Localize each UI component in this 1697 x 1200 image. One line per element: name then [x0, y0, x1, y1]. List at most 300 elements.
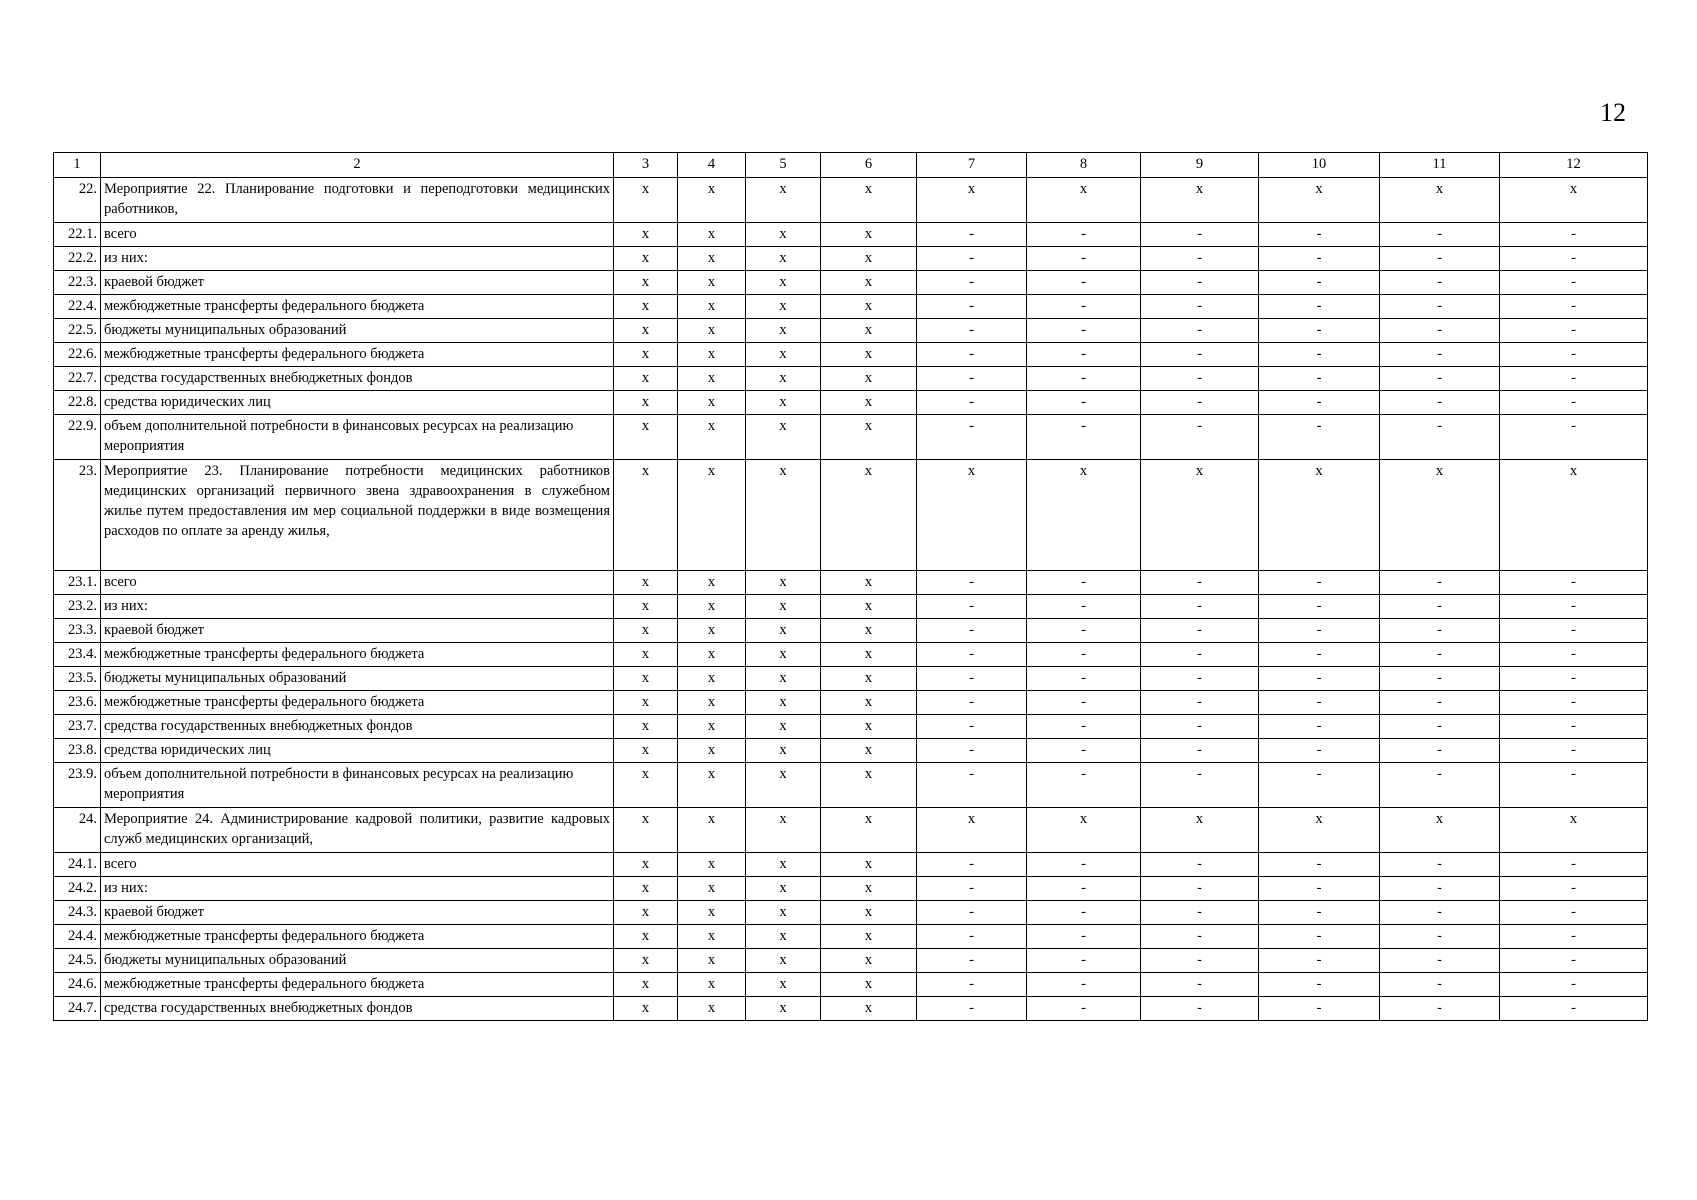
- value-cell: x: [1380, 460, 1500, 571]
- value-cell: -: [1027, 595, 1141, 619]
- value-cell: x: [746, 595, 821, 619]
- value-cell: x: [821, 619, 917, 643]
- row-number: 24.5.: [54, 949, 101, 973]
- value-cell: x: [1259, 460, 1380, 571]
- row-description: бюджеты муниципальных образований: [101, 319, 614, 343]
- value-cell: x: [746, 343, 821, 367]
- value-cell: x: [678, 715, 746, 739]
- value-cell: -: [1500, 643, 1648, 667]
- value-cell: -: [1141, 343, 1259, 367]
- value-cell: x: [746, 319, 821, 343]
- value-cell: x: [614, 343, 678, 367]
- value-cell: -: [917, 763, 1027, 808]
- value-cell: x: [678, 178, 746, 223]
- row-description: бюджеты муниципальных образований: [101, 949, 614, 973]
- value-cell: x: [821, 643, 917, 667]
- value-cell: -: [1380, 925, 1500, 949]
- table-row: [54, 691, 1648, 715]
- value-cell: x: [678, 595, 746, 619]
- value-cell: x: [614, 877, 678, 901]
- row-description: Мероприятие 22. Планирование подготовки и переподготовки медицинских работников,: [101, 178, 614, 223]
- value-cell: -: [1027, 925, 1141, 949]
- value-cell: -: [1259, 415, 1380, 460]
- value-cell: x: [678, 925, 746, 949]
- table-row: [54, 271, 1648, 295]
- row-number: 22.2.: [54, 247, 101, 271]
- value-cell: -: [1259, 667, 1380, 691]
- value-cell: -: [1141, 667, 1259, 691]
- value-cell: -: [1259, 223, 1380, 247]
- value-cell: x: [1141, 460, 1259, 571]
- value-cell: -: [1027, 319, 1141, 343]
- row-description: межбюджетные трансферты федерального бюджета: [101, 925, 614, 949]
- value-cell: -: [1027, 877, 1141, 901]
- value-cell: x: [678, 763, 746, 808]
- value-cell: x: [678, 973, 746, 997]
- value-cell: x: [614, 901, 678, 925]
- value-cell: x: [614, 415, 678, 460]
- row-number: 24.1.: [54, 853, 101, 877]
- value-cell: -: [1500, 691, 1648, 715]
- value-cell: -: [1380, 763, 1500, 808]
- value-cell: -: [1500, 949, 1648, 973]
- value-cell: -: [1141, 949, 1259, 973]
- value-cell: -: [1141, 973, 1259, 997]
- column-header: 11: [1380, 153, 1500, 178]
- column-header: 4: [678, 153, 746, 178]
- value-cell: -: [1259, 391, 1380, 415]
- value-cell: -: [1259, 571, 1380, 595]
- value-cell: -: [1259, 949, 1380, 973]
- value-cell: x: [821, 343, 917, 367]
- value-cell: x: [614, 925, 678, 949]
- table-row: [54, 808, 1648, 853]
- value-cell: -: [917, 925, 1027, 949]
- value-cell: -: [1141, 223, 1259, 247]
- table-row: [54, 295, 1648, 319]
- value-cell: x: [678, 619, 746, 643]
- value-cell: -: [1380, 619, 1500, 643]
- value-cell: -: [1380, 973, 1500, 997]
- column-header: 12: [1500, 153, 1648, 178]
- value-cell: x: [678, 460, 746, 571]
- row-number: 23.8.: [54, 739, 101, 763]
- value-cell: -: [1259, 595, 1380, 619]
- row-number: 23.1.: [54, 571, 101, 595]
- value-cell: x: [746, 619, 821, 643]
- row-description: бюджеты муниципальных образований: [101, 667, 614, 691]
- row-number: 23.2.: [54, 595, 101, 619]
- value-cell: -: [1380, 571, 1500, 595]
- value-cell: x: [746, 223, 821, 247]
- value-cell: -: [917, 739, 1027, 763]
- value-cell: -: [1141, 571, 1259, 595]
- value-cell: -: [1141, 763, 1259, 808]
- table-row: [54, 178, 1648, 223]
- value-cell: -: [917, 271, 1027, 295]
- value-cell: -: [1259, 691, 1380, 715]
- value-cell: x: [614, 619, 678, 643]
- value-cell: -: [1141, 853, 1259, 877]
- value-cell: -: [917, 973, 1027, 997]
- column-header: 5: [746, 153, 821, 178]
- value-cell: -: [1259, 343, 1380, 367]
- value-cell: -: [1259, 619, 1380, 643]
- row-number: 24.4.: [54, 925, 101, 949]
- row-number: 22.1.: [54, 223, 101, 247]
- value-cell: -: [917, 901, 1027, 925]
- value-cell: -: [1500, 667, 1648, 691]
- value-cell: x: [1027, 178, 1141, 223]
- value-cell: x: [614, 667, 678, 691]
- value-cell: -: [1500, 571, 1648, 595]
- value-cell: -: [1027, 343, 1141, 367]
- value-cell: -: [1259, 295, 1380, 319]
- value-cell: x: [614, 571, 678, 595]
- value-cell: -: [1500, 415, 1648, 460]
- value-cell: -: [1500, 223, 1648, 247]
- value-cell: -: [917, 715, 1027, 739]
- row-number: 22.7.: [54, 367, 101, 391]
- row-number: 24.6.: [54, 973, 101, 997]
- value-cell: -: [1500, 901, 1648, 925]
- row-description: межбюджетные трансферты федерального бюджета: [101, 643, 614, 667]
- value-cell: -: [917, 949, 1027, 973]
- row-number: 23.7.: [54, 715, 101, 739]
- value-cell: -: [917, 571, 1027, 595]
- value-cell: -: [1380, 997, 1500, 1021]
- value-cell: x: [821, 295, 917, 319]
- table-row: [54, 853, 1648, 877]
- value-cell: x: [678, 367, 746, 391]
- value-cell: -: [1380, 271, 1500, 295]
- value-cell: -: [1027, 667, 1141, 691]
- value-cell: -: [1500, 739, 1648, 763]
- value-cell: -: [1380, 415, 1500, 460]
- value-cell: -: [1500, 763, 1648, 808]
- value-cell: x: [746, 901, 821, 925]
- value-cell: x: [821, 763, 917, 808]
- value-cell: x: [678, 997, 746, 1021]
- value-cell: -: [1141, 715, 1259, 739]
- value-cell: x: [678, 415, 746, 460]
- value-cell: -: [1027, 415, 1141, 460]
- value-cell: x: [614, 391, 678, 415]
- value-cell: x: [614, 295, 678, 319]
- column-header: 10: [1259, 153, 1380, 178]
- value-cell: -: [1380, 391, 1500, 415]
- value-cell: x: [1027, 460, 1141, 571]
- value-cell: x: [746, 367, 821, 391]
- value-cell: -: [1027, 997, 1141, 1021]
- value-cell: x: [614, 643, 678, 667]
- value-cell: -: [1500, 595, 1648, 619]
- value-cell: x: [614, 178, 678, 223]
- value-cell: x: [746, 691, 821, 715]
- value-cell: x: [917, 808, 1027, 853]
- value-cell: -: [1027, 715, 1141, 739]
- value-cell: x: [821, 595, 917, 619]
- value-cell: -: [1380, 343, 1500, 367]
- value-cell: x: [821, 667, 917, 691]
- value-cell: x: [821, 367, 917, 391]
- row-number: 22.5.: [54, 319, 101, 343]
- value-cell: x: [614, 595, 678, 619]
- value-cell: x: [614, 367, 678, 391]
- column-header: 2: [101, 153, 614, 178]
- value-cell: -: [917, 223, 1027, 247]
- value-cell: -: [1259, 901, 1380, 925]
- column-header: 8: [1027, 153, 1141, 178]
- value-cell: x: [678, 571, 746, 595]
- table-row: [54, 925, 1648, 949]
- value-cell: -: [917, 367, 1027, 391]
- table-row: [54, 223, 1648, 247]
- column-header: 6: [821, 153, 917, 178]
- value-cell: -: [1259, 319, 1380, 343]
- row-description: всего: [101, 223, 614, 247]
- value-cell: -: [1027, 391, 1141, 415]
- value-cell: x: [746, 763, 821, 808]
- value-cell: -: [1500, 343, 1648, 367]
- value-cell: x: [746, 247, 821, 271]
- value-cell: x: [821, 391, 917, 415]
- value-cell: -: [1259, 853, 1380, 877]
- value-cell: -: [1500, 853, 1648, 877]
- value-cell: x: [678, 808, 746, 853]
- value-cell: x: [614, 739, 678, 763]
- value-cell: x: [1141, 808, 1259, 853]
- value-cell: -: [1027, 949, 1141, 973]
- value-cell: x: [821, 271, 917, 295]
- table-row: [54, 367, 1648, 391]
- value-cell: -: [1380, 691, 1500, 715]
- value-cell: -: [1380, 643, 1500, 667]
- row-number: 22.6.: [54, 343, 101, 367]
- value-cell: -: [1141, 643, 1259, 667]
- value-cell: x: [614, 949, 678, 973]
- table-row: [54, 343, 1648, 367]
- value-cell: x: [678, 739, 746, 763]
- table-row: [54, 949, 1648, 973]
- row-description: средства юридических лиц: [101, 739, 614, 763]
- value-cell: -: [1027, 691, 1141, 715]
- value-cell: -: [1141, 415, 1259, 460]
- value-cell: x: [678, 667, 746, 691]
- value-cell: x: [821, 949, 917, 973]
- value-cell: x: [917, 178, 1027, 223]
- value-cell: -: [1500, 973, 1648, 997]
- value-cell: x: [678, 391, 746, 415]
- value-cell: -: [1027, 271, 1141, 295]
- value-cell: -: [1027, 739, 1141, 763]
- value-cell: -: [1027, 973, 1141, 997]
- value-cell: x: [678, 949, 746, 973]
- value-cell: -: [1259, 271, 1380, 295]
- value-cell: x: [614, 973, 678, 997]
- table-header-row: [54, 153, 1648, 178]
- value-cell: x: [678, 295, 746, 319]
- value-cell: -: [1259, 973, 1380, 997]
- value-cell: -: [917, 595, 1027, 619]
- row-description: объем дополнительной потребности в финансовых ресурсах на реализацию мероприятия: [101, 763, 614, 808]
- value-cell: -: [1141, 877, 1259, 901]
- row-description: межбюджетные трансферты федерального бюджета: [101, 343, 614, 367]
- row-number: 24.2.: [54, 877, 101, 901]
- value-cell: x: [821, 853, 917, 877]
- row-number: 23.4.: [54, 643, 101, 667]
- value-cell: -: [1500, 247, 1648, 271]
- value-cell: -: [1380, 739, 1500, 763]
- value-cell: x: [746, 415, 821, 460]
- row-number: 22.8.: [54, 391, 101, 415]
- table-row: [54, 247, 1648, 271]
- value-cell: x: [614, 460, 678, 571]
- value-cell: -: [1259, 739, 1380, 763]
- value-cell: x: [678, 223, 746, 247]
- table-row: [54, 901, 1648, 925]
- value-cell: x: [746, 739, 821, 763]
- value-cell: -: [1027, 643, 1141, 667]
- value-cell: -: [1027, 763, 1141, 808]
- value-cell: -: [1380, 667, 1500, 691]
- value-cell: x: [821, 901, 917, 925]
- value-cell: x: [746, 808, 821, 853]
- row-number: 22.4.: [54, 295, 101, 319]
- value-cell: x: [746, 853, 821, 877]
- row-description: краевой бюджет: [101, 901, 614, 925]
- value-cell: x: [821, 223, 917, 247]
- value-cell: x: [678, 691, 746, 715]
- value-cell: x: [746, 715, 821, 739]
- row-description: краевой бюджет: [101, 271, 614, 295]
- value-cell: x: [1141, 178, 1259, 223]
- value-cell: -: [1259, 367, 1380, 391]
- table-row: [54, 667, 1648, 691]
- value-cell: -: [917, 667, 1027, 691]
- page-number: 12: [1600, 98, 1626, 127]
- row-description: всего: [101, 571, 614, 595]
- row-description: из них:: [101, 595, 614, 619]
- value-cell: -: [1259, 763, 1380, 808]
- table-row: [54, 739, 1648, 763]
- value-cell: x: [821, 973, 917, 997]
- value-cell: -: [917, 415, 1027, 460]
- row-description: средства юридических лиц: [101, 391, 614, 415]
- table-body: [54, 153, 1648, 1021]
- value-cell: x: [1500, 178, 1648, 223]
- value-cell: -: [1259, 643, 1380, 667]
- value-cell: x: [746, 643, 821, 667]
- column-header: 3: [614, 153, 678, 178]
- value-cell: x: [1027, 808, 1141, 853]
- value-cell: -: [1141, 295, 1259, 319]
- row-number: 24.3.: [54, 901, 101, 925]
- value-cell: x: [1500, 808, 1648, 853]
- value-cell: -: [1380, 853, 1500, 877]
- value-cell: x: [746, 949, 821, 973]
- row-description: средства государственных внебюджетных фондов: [101, 715, 614, 739]
- budget-table: [53, 152, 1648, 1021]
- value-cell: x: [746, 973, 821, 997]
- value-cell: x: [614, 247, 678, 271]
- row-number: 23.6.: [54, 691, 101, 715]
- row-number: 22.3.: [54, 271, 101, 295]
- row-description: из них:: [101, 877, 614, 901]
- value-cell: x: [746, 460, 821, 571]
- value-cell: -: [917, 619, 1027, 643]
- value-cell: -: [1027, 247, 1141, 271]
- value-cell: -: [917, 343, 1027, 367]
- row-description: межбюджетные трансферты федерального бюджета: [101, 295, 614, 319]
- value-cell: x: [614, 853, 678, 877]
- value-cell: -: [1380, 367, 1500, 391]
- value-cell: x: [1259, 178, 1380, 223]
- value-cell: x: [1500, 460, 1648, 571]
- value-cell: x: [746, 877, 821, 901]
- table-row: [54, 571, 1648, 595]
- value-cell: -: [1500, 877, 1648, 901]
- value-cell: x: [821, 997, 917, 1021]
- value-cell: -: [1500, 319, 1648, 343]
- column-header: 7: [917, 153, 1027, 178]
- table-row: [54, 643, 1648, 667]
- row-number: 24.7.: [54, 997, 101, 1021]
- value-cell: -: [1141, 247, 1259, 271]
- value-cell: -: [1380, 247, 1500, 271]
- value-cell: x: [917, 460, 1027, 571]
- value-cell: -: [1380, 295, 1500, 319]
- table-row: [54, 619, 1648, 643]
- row-description: межбюджетные трансферты федерального бюджета: [101, 973, 614, 997]
- value-cell: x: [678, 271, 746, 295]
- value-cell: x: [678, 901, 746, 925]
- column-header: 1: [54, 153, 101, 178]
- value-cell: -: [1027, 295, 1141, 319]
- value-cell: x: [614, 763, 678, 808]
- row-number: 22.: [54, 178, 101, 223]
- value-cell: x: [746, 271, 821, 295]
- value-cell: -: [1259, 715, 1380, 739]
- row-description: средства государственных внебюджетных фондов: [101, 367, 614, 391]
- value-cell: -: [1380, 319, 1500, 343]
- value-cell: -: [917, 853, 1027, 877]
- table-row: [54, 415, 1648, 460]
- value-cell: x: [678, 343, 746, 367]
- value-cell: -: [1027, 571, 1141, 595]
- value-cell: -: [1027, 367, 1141, 391]
- value-cell: x: [614, 271, 678, 295]
- value-cell: x: [821, 715, 917, 739]
- column-header: 9: [1141, 153, 1259, 178]
- value-cell: x: [746, 571, 821, 595]
- value-cell: -: [1027, 901, 1141, 925]
- value-cell: -: [1141, 271, 1259, 295]
- row-description: средства государственных внебюджетных фондов: [101, 997, 614, 1021]
- value-cell: -: [1141, 619, 1259, 643]
- value-cell: -: [1141, 367, 1259, 391]
- value-cell: -: [1380, 877, 1500, 901]
- value-cell: x: [821, 247, 917, 271]
- value-cell: x: [614, 691, 678, 715]
- row-number: 23.5.: [54, 667, 101, 691]
- value-cell: -: [1141, 997, 1259, 1021]
- value-cell: x: [678, 877, 746, 901]
- value-cell: -: [1500, 391, 1648, 415]
- value-cell: -: [917, 391, 1027, 415]
- value-cell: x: [821, 691, 917, 715]
- value-cell: x: [821, 808, 917, 853]
